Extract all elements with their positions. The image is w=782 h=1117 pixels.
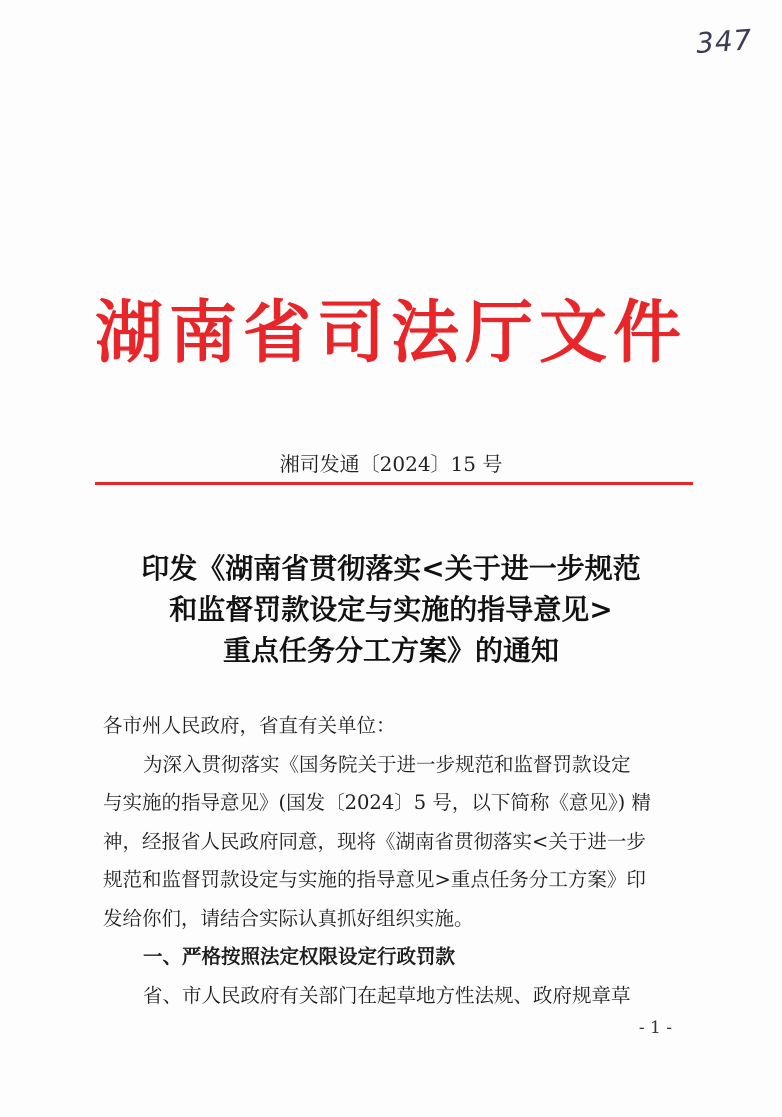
document-number: 湘司发通〔2024〕15 号 — [279, 452, 503, 476]
notice-title — [0, 548, 782, 671]
section-1-heading: 一、严格按照法定权限设定行政罚款 — [143, 945, 456, 968]
handwritten-page-mark: 347 — [694, 23, 754, 60]
body-paragraph-1-line-3: 神，经报省人民政府同意，现将《湖南省贯彻落实<关于进一步 — [103, 829, 646, 853]
notice-title-line-3: 重点任务分工方案》的通知 — [222, 634, 559, 667]
issuing-org-title: 湖南省司法厅文件 — [94, 294, 687, 373]
notice-body — [103, 707, 693, 1015]
page-number-text: - 1 - — [638, 1018, 672, 1038]
body-paragraph-1-line-5: 发给你们，请结合实际认真抓好组织实施。 — [103, 906, 474, 930]
red-separator-rule — [95, 482, 693, 485]
body-paragraph-1-line-1: 为深入贯彻落实《国务院关于进一步规范和监督罚款设定 — [143, 752, 631, 776]
body-paragraph-1-line-2: 与实施的指导意见》(国发〔2024〕5 号，以下简称《意见》) 精 — [103, 791, 651, 814]
section-1-line-1: 省、市人民政府有关部门在起草地方性法规、政府规章草 — [143, 983, 631, 1007]
body-paragraph-1-line-4: 规范和监督罚款设定与实施的指导意见>重点任务分工方案》印 — [103, 868, 646, 891]
notice-title-line-2: 和监督罚款设定与实施的指导意见> — [169, 593, 613, 626]
salutation: 各市州人民政府，省直有关单位： — [103, 714, 396, 737]
notice-title-line-1: 印发《湖南省贯彻落实<关于进一步规范 — [141, 552, 641, 585]
